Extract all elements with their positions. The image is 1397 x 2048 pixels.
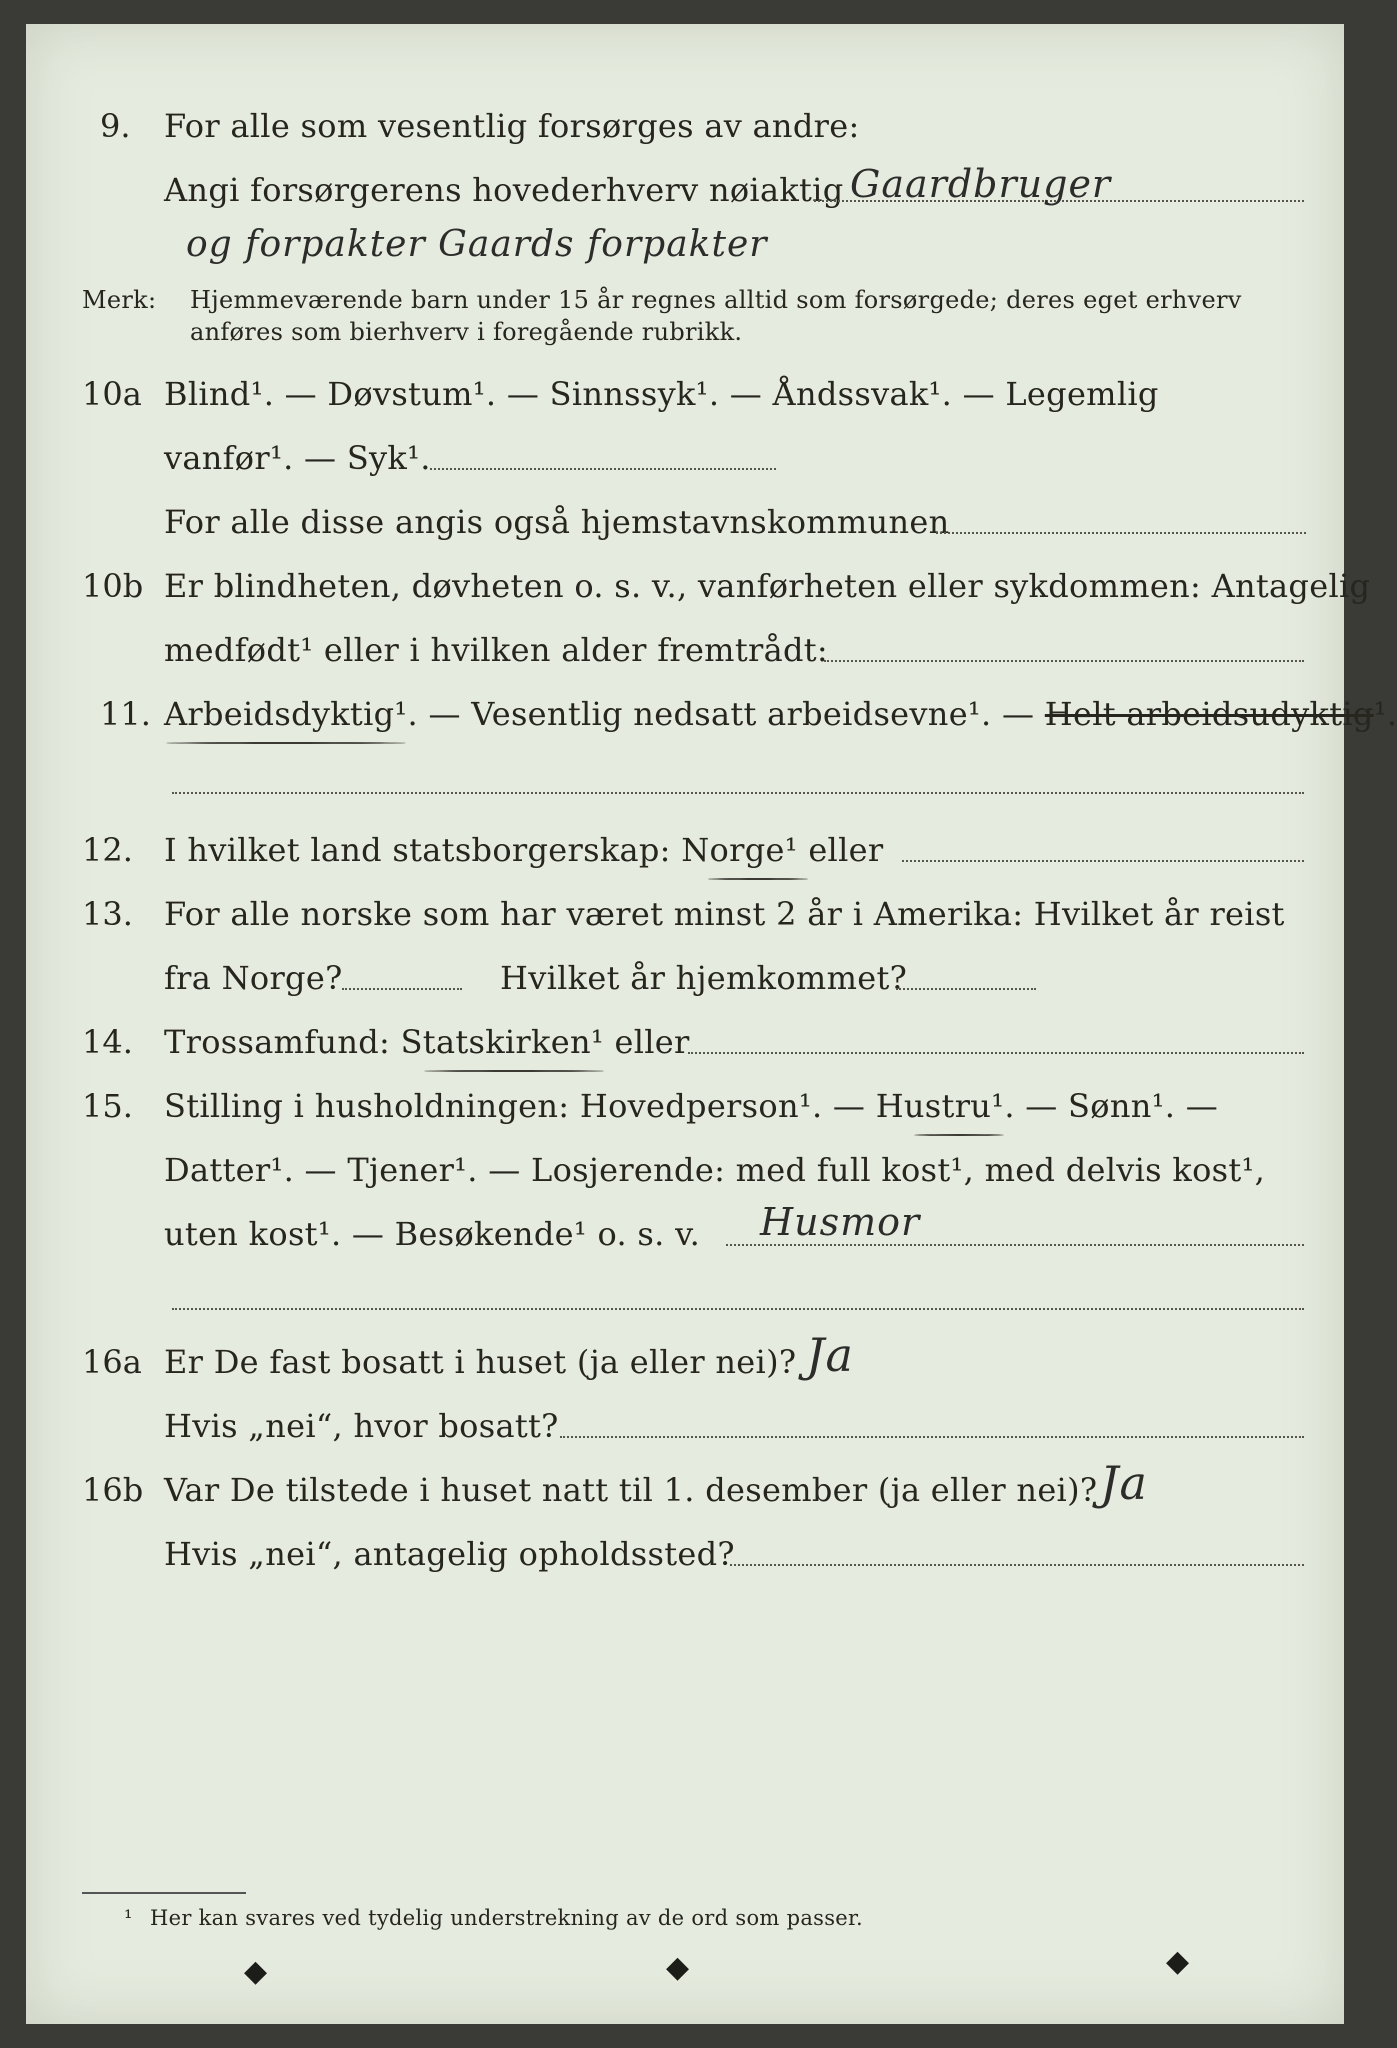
q14-statskirken-underline <box>424 1070 604 1072</box>
q9-handwritten-answer1: Gaardbruger <box>850 162 1112 206</box>
q15-line3: uten kost¹. — Besøkende¹ o. s. v. <box>164 1215 701 1253</box>
q11-line <box>164 694 1397 734</box>
q10b-line1: Er blindheten, døvheten o. s. v., vanførheten eller sykdommen: Antagelig <box>164 567 1371 605</box>
merk-line1: Hjemmeværende barn under 15 år regnes alltid som forsørgede; deres eget erhverv <box>190 286 1242 314</box>
q12-number: 12. <box>82 831 133 869</box>
q16a-handwritten-answer: Ja <box>806 1328 854 1382</box>
q12-line: I hvilket land statsborgerskap: Norge¹ eller <box>164 831 884 869</box>
ink-mark-left: ◆ <box>244 1954 268 1989</box>
q14-line: Trossamfund: Statskirken¹ eller <box>164 1023 690 1061</box>
q16b-number: 16b <box>82 1471 144 1509</box>
q12-norge-underline <box>708 878 808 880</box>
q11-number: 11. <box>100 695 151 733</box>
q12-answer-line <box>902 860 1304 862</box>
q13-line2b: Hvilket år hjemkommet? <box>500 959 908 997</box>
q10a-line3: For alle disse angis også hjemstavnskommunen <box>164 503 950 541</box>
q16a-number: 16a <box>82 1343 142 1381</box>
footnote-text: Her kan svares ved tydelig understrekning av de ord som passer. <box>150 1906 864 1930</box>
q14-answer-line <box>688 1052 1304 1054</box>
q15-line1: Stilling i husholdningen: Hovedperson¹. — Hustru¹. — Sønn¹. — <box>164 1087 1219 1125</box>
q13-number: 13. <box>82 895 133 933</box>
q10a-line1: Blind¹. — Døvstum¹. — Sinnssyk¹. — Åndssvak¹. — Legemlig <box>164 375 1159 413</box>
q10b-number: 10b <box>82 567 144 605</box>
merk-label: Merk: <box>82 286 157 314</box>
q11-struck-option: Helt arbeidsudyktig <box>1044 695 1374 733</box>
q11-arbeidsdyktig-underline <box>166 742 406 744</box>
q10b-answer-line <box>824 660 1304 662</box>
q9-line1: For alle som vesentlig forsørges av andre: <box>164 107 860 145</box>
q9-handwritten-answer2: og forpakter Gaards forpakter <box>186 224 768 265</box>
q14-number: 14. <box>82 1023 133 1061</box>
q13-reist-line <box>342 988 462 990</box>
q13-line1: For alle norske som har været minst 2 år i Amerika: Hvilket år reist <box>164 895 1285 933</box>
q9-line2: Angi forsørgerens hovederhverv nøiaktig <box>164 171 844 209</box>
q16a-answer-line <box>560 1436 1304 1438</box>
q9-number: 9. <box>100 107 131 145</box>
q11-options: Arbeidsdyktig¹. — Vesentlig nedsatt arbeidsevne¹. — <box>164 695 1035 733</box>
q13-hjemkommet-line <box>896 988 1036 990</box>
q16a-line2: Hvis „nei“, hvor bosatt? <box>164 1407 559 1445</box>
merk-line2: anføres som bierhverv i foregående rubrikk. <box>190 318 743 346</box>
q16b-line1: Var De tilstede i huset natt til 1. desember (ja eller nei)? <box>164 1471 1098 1509</box>
q16b-line2: Hvis „nei“, antagelig opholdssted? <box>164 1535 735 1573</box>
footnote-rule <box>82 1892 246 1894</box>
q15-number: 15. <box>82 1087 133 1125</box>
census-form-page <box>26 24 1397 2024</box>
q16b-answer-line <box>730 1564 1304 1566</box>
q13-line2a: fra Norge? <box>164 959 343 997</box>
q10a-answer-line2 <box>936 532 1306 534</box>
q15-line2: Datter¹. — Tjener¹. — Losjerende: med full kost¹, med delvis kost¹, <box>164 1151 1266 1189</box>
q10a-answer-line1 <box>430 468 776 470</box>
footnote-mark: ¹ <box>124 1906 133 1930</box>
q16a-line1: Er De fast bosatt i huset (ja eller nei)? <box>164 1343 797 1381</box>
q15-hustru-underline <box>914 1134 1004 1136</box>
q15-answer-line <box>726 1244 1304 1246</box>
q10a-line2: vanfør¹. — Syk¹. <box>164 439 431 477</box>
q15-extra-line <box>172 1308 1304 1310</box>
ink-mark-right: ◆ <box>1166 1944 1190 1979</box>
q11-answer-line <box>172 792 1304 794</box>
q16b-handwritten-answer: Ja <box>1100 1456 1148 1510</box>
ink-mark-center: ◆ <box>666 1950 690 1985</box>
q11-footnote-mark: ¹. <box>1373 695 1397 733</box>
q10b-line2: medfødt¹ eller i hvilken alder fremtrådt: <box>164 631 828 669</box>
q10a-number: 10a <box>82 375 142 413</box>
q15-handwritten-answer: Husmor <box>760 1200 921 1244</box>
